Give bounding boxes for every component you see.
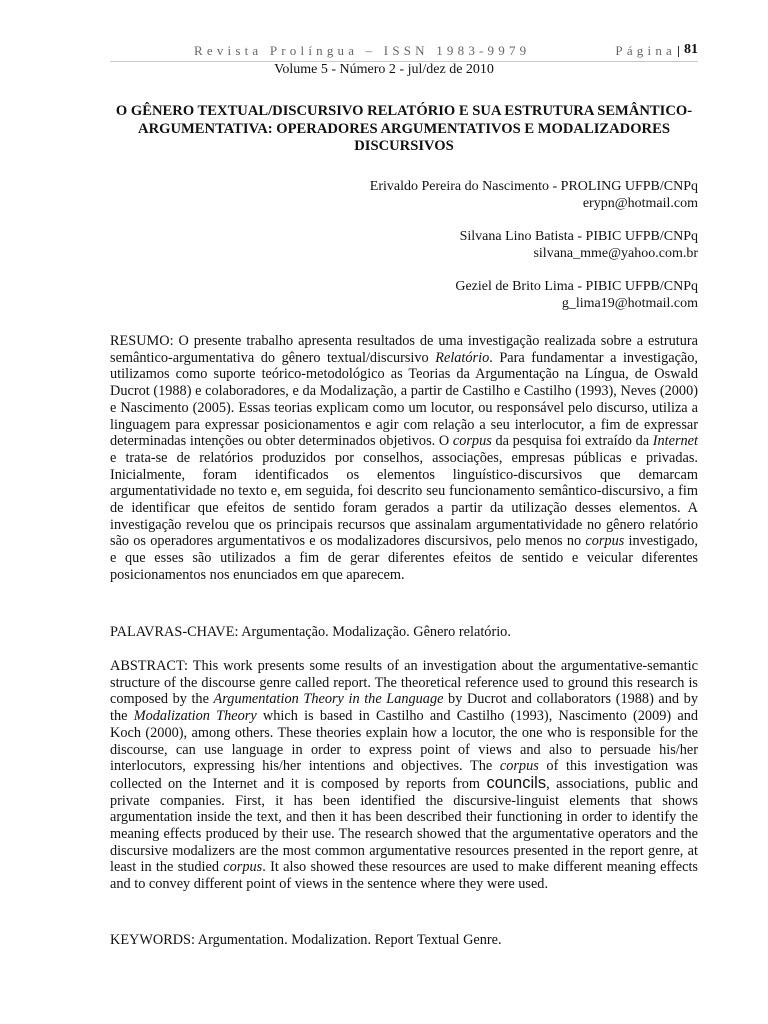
paper-title: O GÊNERO TEXTUAL/DISCURSIVO RELATÓRIO E SUA ESTRUTURA SEMÂNTICO-ARGUMENTATIVA: OPERADORES ARGUMENTATIVOS E MODALIZADORES DISCURSIVOS <box>115 103 693 154</box>
abstract-italic-term: Modalization Theory <box>133 708 257 725</box>
abstract-paragraph <box>110 658 698 893</box>
abstract-text: , associations, public and private companies. First, it has been identified the discursive-linguist elements that shows argumentation inside the text, and then it has been described their functioning in order to identify the meaning effects produced by their use. The research showed that the argumentative operators and the discursive modalizers are the most common argumentative resources presented in the report genre, at least in the studied <box>110 775 698 876</box>
abstract-text: of this investigation was collected on the Internet and it is composed by reports from <box>110 758 698 792</box>
journal-name: Revista Prolíngua – ISSN 1983-9979 <box>194 43 531 58</box>
abstract-text: by Ducrot and collaborators (1988) and by the <box>110 691 698 725</box>
abstract-italic-term: Argumentation Theory in the Language <box>213 691 444 708</box>
author-name: Geziel de Brito Lima - PIBIC UFPB/CNPq <box>455 279 698 294</box>
resumo-italic-term: Internet <box>652 433 698 450</box>
palavras-chave: PALAVRAS-CHAVE: Argumentação. Modalização. Gênero relatório. <box>110 624 511 640</box>
abstract-italic-term: corpus <box>223 859 263 876</box>
resumo-paragraph <box>110 333 698 584</box>
author-email: erypn@hotmail.com <box>582 196 698 211</box>
author-email: silvana_mme@yahoo.com.br <box>533 246 698 261</box>
author-email: g_lima19@hotmail.com <box>561 296 698 311</box>
abstract-text: ABSTRACT: This work presents some results of an investigation about the argumentative-semantic structure of the discourse genre called report. The theoretical reference used to ground this research is composed by the <box>110 658 698 708</box>
abstract-text: . It also showed these resources are used to make different meaning effects and to convey different point of views in the sentence where they were used. <box>110 859 698 893</box>
resumo-text: . Para fundamentar a investigação, utilizamos como suporte teórico-metodológico as Teorias da Argumentação na Língua, de Oswald Ducrot (1988) e colaboradores, e da Modalização, a partir de Castilho e Castilho (1993), Neves (2000) e Nascimento (2005). Essas teorias explicam como um locutor, ou responsável pelo discurso, utiliza a linguagem para expressar posicionamentos e agir com relação a seu interlocutor, a fim de expressar determinadas intenções ou obter determinados objetivos. O <box>110 349 698 450</box>
abstract-text: which is based in Castilho and Castilho (1993), Nascimento (2009) and Koch (2000), among others. These theories explain how a locutor, the one who is responsible for the discourse, can use language in order to express point of views and also to persuade his/her interlocutors, expressing his/her intentions and objectives. The <box>110 708 698 775</box>
resumo-text: da pesquisa foi extraído da <box>491 433 653 450</box>
author-entry <box>370 178 698 212</box>
resumo-text: RESUMO: O presente trabalho apresenta resultados de uma investigação realizada sobre a estrutura semântico-argumentativa do gênero textual/discursivo <box>110 333 698 366</box>
page-number: 81 <box>684 42 698 57</box>
resumo-italic-term: corpus <box>452 433 492 450</box>
volume-line: Volume 5 - Número 2 - jul/dez de 2010 <box>274 62 494 77</box>
author-block <box>370 178 698 328</box>
abstract-enlarged-word: councils <box>486 773 547 792</box>
keywords: KEYWORDS: Argumentation. Modalization. Report Textual Genre. <box>110 932 502 948</box>
resumo-italic-term: corpus <box>585 533 625 550</box>
running-header <box>110 41 698 62</box>
author-entry <box>370 278 698 312</box>
page-label: Página <box>615 43 676 58</box>
header-divider <box>678 46 679 57</box>
author-entry <box>370 228 698 262</box>
resumo-italic-term: Relatório <box>435 349 490 366</box>
author-name: Erivaldo Pereira do Nascimento - PROLING UFPB/CNPq <box>369 179 698 194</box>
resumo-text: e trata-se de relatórios produzidos por conselhos, associações, empresas públicas e privadas. Inicialmente, foram identificados os elementos linguístico-discursivos que demarcam argumentatividade no texto e, em seguida, foi descrito seu funcionamento semântico-discursivo, a fim de identificar que efeitos de sentido foram gerados a partir da utilização desses elementos. A investigação revelou que os principais recursos que assinalam argumentatividade no gênero relatório são os operadores argumentativos e os modalizadores discursivos, pelo menos no <box>110 449 698 550</box>
abstract-italic-term: corpus <box>499 758 539 775</box>
author-name: Silvana Lino Batista - PIBIC UFPB/CNPq <box>459 229 698 244</box>
resumo-text: investigado, e que esses são utilizados a fim de gerar diferentes efeitos de sentido e veicular diferentes posicionamentos nos enunciados em que aparecem. <box>110 533 699 583</box>
